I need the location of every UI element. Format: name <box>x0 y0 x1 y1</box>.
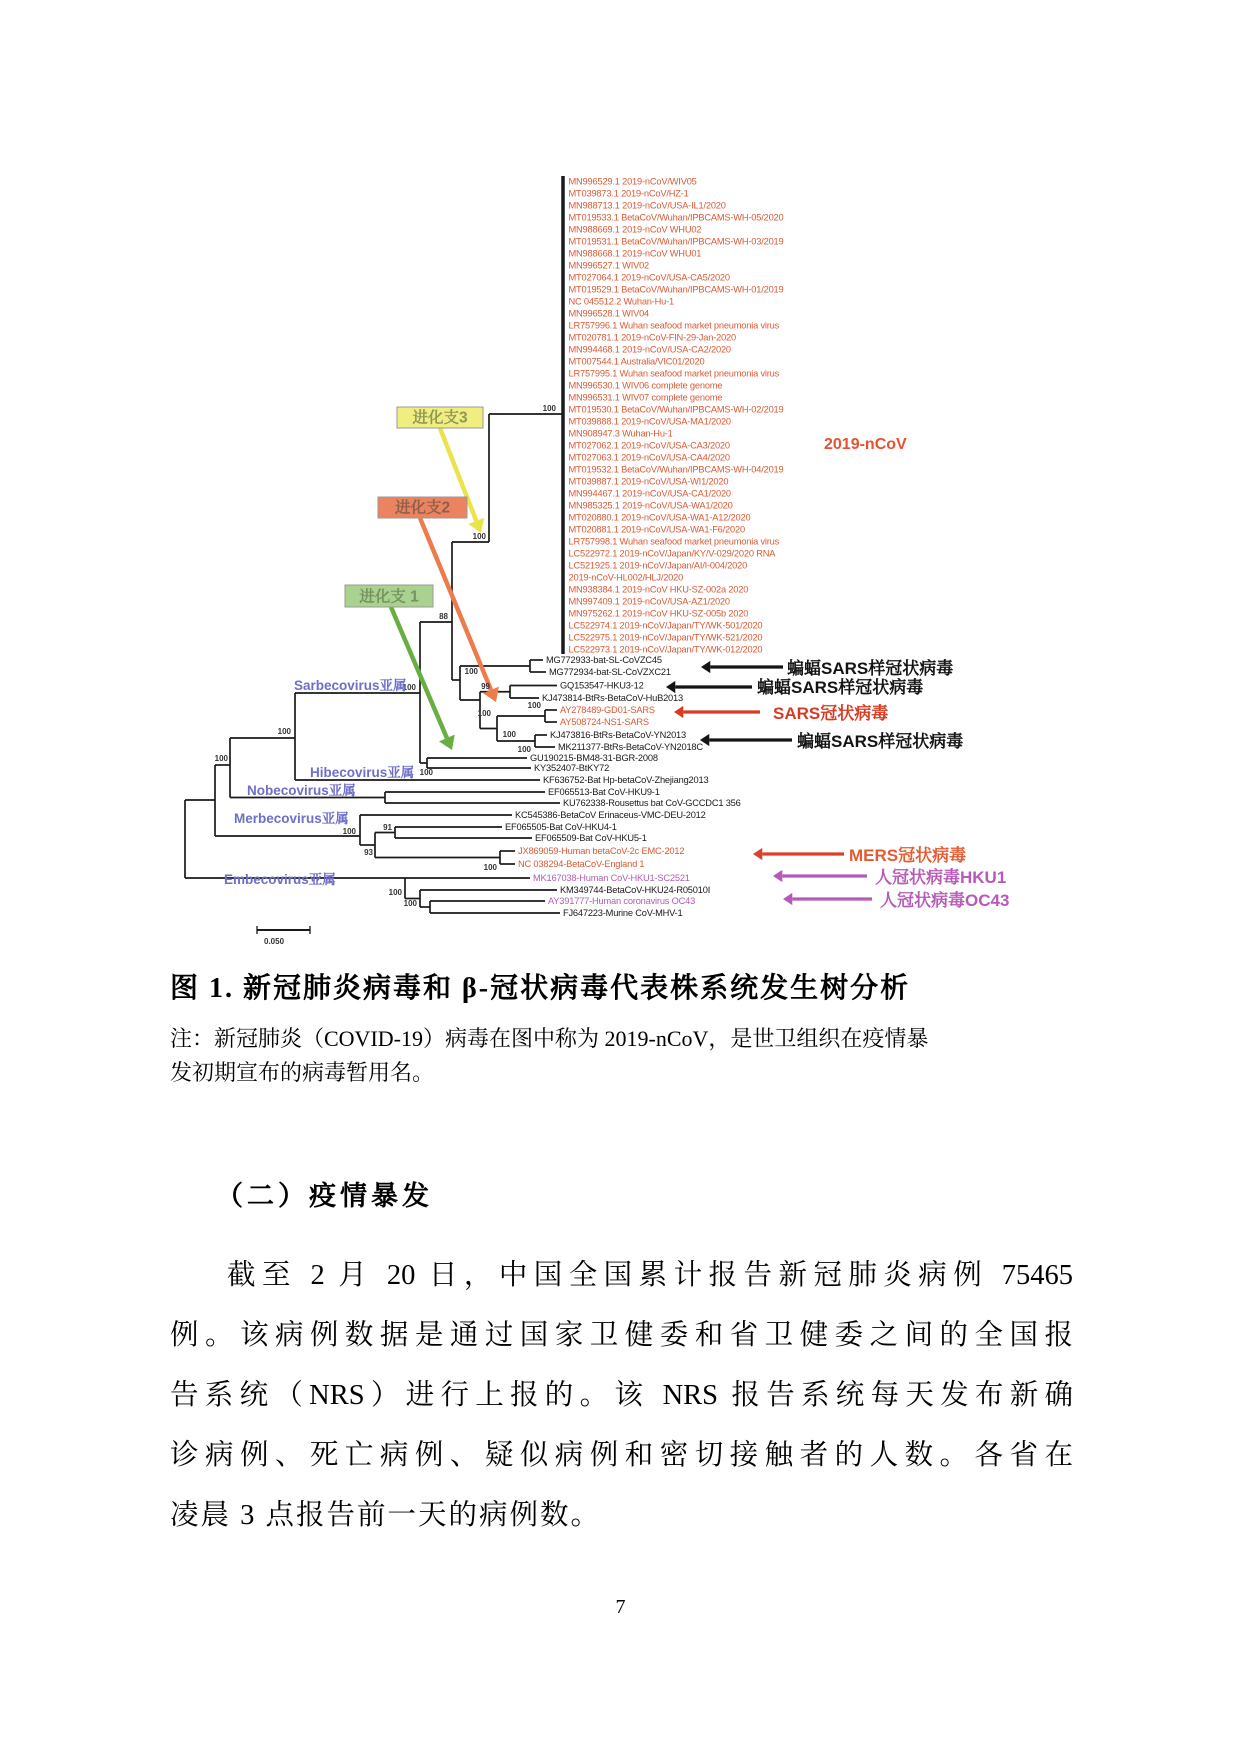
taxon-label: LC522972.1 2019-nCoV/Japan/KY/V-029/2020 RNA <box>568 548 776 559</box>
taxon-label: MT019530.1 BetaCoV/Wuhan/IPBCAMS-WH-02/2019 <box>568 404 784 415</box>
taxon-label: LC521925.1 2019-nCoV/Japan/AI/I-004/2020 <box>568 560 748 571</box>
taxon-label: MT020881.1 2019-nCoV/USA-WA1-F6/2020 <box>568 524 745 535</box>
bootstrap-value: 100 <box>419 768 433 777</box>
taxon-label: NC 045512.2 Wuhan-Hu-1 <box>568 296 675 307</box>
taxon-label: JX869059-Human betaCoV-2c EMC-2012 <box>518 846 685 856</box>
page-number: 7 <box>615 1596 626 1618</box>
bootstrap-value: 100 <box>403 899 417 908</box>
taxon-label: MN996531.1 WIV07 complete genome <box>568 392 723 403</box>
bootstrap-value: 100 <box>517 745 531 754</box>
bat-sars-like-cov-label: 蝙蝠SARS样冠状病毒 <box>787 659 954 678</box>
bootstrap-value: 91 <box>383 823 392 832</box>
taxon-label: MN938384.1 2019-nCoV HKU-SZ-002a 2020 <box>568 584 749 595</box>
taxon-label: AY391777-Human coronavirus OC43 <box>548 896 696 906</box>
bootstrap-value: 100 <box>477 709 491 718</box>
figure-note-line: 发初期宣布的病毒暂用名。 <box>170 1059 435 1085</box>
human-cov-hku1-label: 人冠状病毒HKU1 <box>875 868 1007 887</box>
taxon-label: MN988668.1 2019-nCoV WHU01 <box>568 248 702 259</box>
subgenus-embecovirus-label: Embecovirus亚属 <box>224 872 336 887</box>
taxon-label: MN994468.1 2019-nCoV/USA-CA2/2020 <box>568 344 731 355</box>
bootstrap-value: 100 <box>527 701 541 710</box>
taxon-label: MT019531.1 BetaCoV/Wuhan/IPBCAMS-WH-03/2019 <box>568 236 784 247</box>
body-line: 截至 2 月 20 日，中国全国累计报告新冠肺炎病例 75465 <box>227 1260 1073 1291</box>
taxon-label: LC522973.1 2019-nCoV/Japan/TY/WK-012/2020 <box>568 644 763 655</box>
bootstrap-value: 100 <box>342 827 356 836</box>
annotation-arrow <box>391 607 447 738</box>
subgenus-hibecovirus-label: Hibecovirus亚属 <box>310 765 415 780</box>
taxon-label: MN996529.1 2019-nCoV/WIV05 <box>568 176 697 187</box>
taxon-label: LC522975.1 2019-nCoV/Japan/TY/WK-521/2020 <box>568 632 763 643</box>
taxon-label: MN996530.1 WIV06 complete genome <box>568 380 723 391</box>
taxon-label: MT020880.1 2019-nCoV/USA-WA1-A12/2020 <box>568 512 751 523</box>
bootstrap-value: 100 <box>502 730 516 739</box>
scale-bar-label: 0.050 <box>264 937 285 946</box>
bootstrap-value: 100 <box>214 754 228 763</box>
taxon-label: MN988669.1 2019-nCoV WHU02 <box>568 224 702 235</box>
body-line: 凌晨 3 点报告前一天的病例数。 <box>170 1500 602 1531</box>
bootstrap-value: 93 <box>364 848 373 857</box>
taxon-label: MN908947.3 Wuhan-Hu-1 <box>568 428 673 439</box>
taxon-label: MT020781.1 2019-nCoV-FIN-29-Jan-2020 <box>568 332 736 343</box>
taxon-label: EF065513-Bat CoV-HKU9-1 <box>548 787 660 797</box>
taxon-label: MN975262.1 2019-nCoV HKU-SZ-005b 2020 <box>568 608 749 619</box>
taxon-label: MN996527.1 WIV02 <box>568 260 650 271</box>
taxon-label: NC 038294-BetaCoV-England 1 <box>518 859 645 869</box>
taxon-label: MG772934-bat-SL-CoVZXC21 <box>549 667 671 677</box>
arrowhead-icon <box>783 893 792 905</box>
taxon-label: GQ153547-HKU3-12 <box>560 680 644 691</box>
taxon-label: MT039873.1 2019-nCoV/HZ-1 <box>568 188 689 199</box>
phylogenetic-tree-figure <box>168 140 1078 955</box>
taxon-label: MN996528.1 WIV04 <box>568 308 650 319</box>
bootstrap-value: 88 <box>439 612 448 621</box>
body-line: 例。该病例数据是通过国家卫健委和省卫健委之间的全国报 <box>170 1320 1073 1351</box>
bat-sars-like-cov-label: 蝙蝠SARS样冠状病毒 <box>797 732 964 751</box>
taxon-label: EF065505-Bat CoV-HKU4-1 <box>505 822 617 832</box>
body-line: 诊病例、死亡病例、疑似病例和密切接触者的人数。各省在 <box>170 1440 1073 1471</box>
arrowhead-icon <box>753 848 762 860</box>
taxon-label: MT039888.1 2019-nCoV/USA-MA1/2020 <box>568 416 731 427</box>
subgenus-sarbecovirus-label: Sarbecovirus亚属 <box>294 678 407 693</box>
taxon-label: FJ647223-Murine CoV-MHV-1 <box>563 908 683 918</box>
bootstrap-value: 100 <box>464 667 478 676</box>
bootstrap-value: 99 <box>481 682 490 691</box>
taxon-label: LR757995.1 Wuhan seafood market pneumonia virus <box>568 368 780 379</box>
figure-note <box>170 1022 1078 1089</box>
bootstrap-value: 100 <box>483 863 497 872</box>
section-heading: （二）疫情暴发 <box>216 1181 433 1211</box>
taxon-label: KC545386-BetaCoV Erinaceus-VMC-DEU-2012 <box>515 810 706 820</box>
taxon-label: MT027063.1 2019-nCoV/USA-CA4/2020 <box>568 452 730 463</box>
human-cov-oc43-label: 人冠状病毒OC43 <box>880 891 1010 910</box>
mers-cov-label: MERS冠状病毒 <box>849 846 967 865</box>
clade-box-label: 进化支 1 <box>359 588 419 606</box>
body-paragraph <box>170 1246 1073 1546</box>
bat-sars-like-cov-label: 蝙蝠SARS样冠状病毒 <box>757 678 924 697</box>
taxon-label: KY352407-BtKY72 <box>534 763 610 773</box>
arrowhead-icon <box>666 681 675 693</box>
taxon-label: MT039887.1 2019-nCoV/USA-WI1/2020 <box>568 476 729 487</box>
taxon-label: MT027064.1 2019-nCoV/USA-CA5/2020 <box>568 272 730 283</box>
taxon-label: MT019529.1 BetaCoV/Wuhan/IPBCAMS-WH-01/2019 <box>568 284 784 295</box>
taxon-label: GU190215-BM48-31-BGR-2008 <box>530 753 658 763</box>
taxon-label: AY508724-NS1-SARS <box>560 717 649 727</box>
taxon-label: MT027062.1 2019-nCoV/USA-CA3/2020 <box>568 440 730 451</box>
taxon-label: AY278489-GD01-SARS <box>560 705 655 715</box>
bootstrap-value: 100 <box>542 404 556 413</box>
bootstrap-value: 100 <box>472 532 486 541</box>
taxon-label: MT019533.1 BetaCoV/Wuhan/IPBCAMS-WH-05/2020 <box>568 212 784 223</box>
bootstrap-value: 100 <box>402 683 416 692</box>
taxon-label: MN988713.1 2019-nCoV/USA-IL1/2020 <box>568 200 726 211</box>
bootstrap-value: 100 <box>388 888 402 897</box>
taxon-label: 2019-nCoV-HL002/HLJ/2020 <box>568 572 684 583</box>
taxon-label: MT019532.1 BetaCoV/Wuhan/IPBCAMS-WH-04/2019 <box>568 464 784 475</box>
taxon-label: MN994467.1 2019-nCoV/USA-CA1/2020 <box>568 488 731 499</box>
taxon-label: KF636752-Bat Hp-betaCoV-Zhejiang2013 <box>543 775 709 785</box>
subgenus-nobecovirus-label: Nobecovirus亚属 <box>247 783 356 798</box>
taxon-label: MG772933-bat-SL-CoVZC45 <box>546 655 662 665</box>
taxon-label: KJ473814-BtRs-BetaCoV-HuB2013 <box>542 693 683 703</box>
taxon-label: LR757998.1 Wuhan seafood market pneumonia virus <box>568 536 780 547</box>
arrowhead-icon <box>701 661 710 673</box>
figure-note-line: 注：新冠肺炎（COVID-19）病毒在图中称为 2019-nCoV，是世卫组织在疫情暴 <box>170 1026 929 1051</box>
taxon-label: LR757996.1 Wuhan seafood market pneumonia virus <box>568 320 780 331</box>
arrowhead-icon <box>674 706 683 718</box>
sars-cov-label: SARS冠状病毒 <box>773 704 889 723</box>
bootstrap-value: 100 <box>277 727 291 736</box>
subgenus-merbecovirus-label: Merbecovirus亚属 <box>234 811 349 826</box>
taxon-label: MK167038-Human CoV-HKU1-SC2521 <box>533 873 690 883</box>
taxon-label: EF065509-Bat CoV-HKU5-1 <box>535 833 647 843</box>
taxon-label: KJ473816-BtRs-BetaCoV-YN2013 <box>550 730 687 740</box>
taxon-label: MN997409.1 2019-nCoV/USA-AZ1/2020 <box>568 596 730 607</box>
taxon-label: KU762338-Rousettus bat CoV-GCCDC1 356 <box>563 798 741 808</box>
figure-caption: 图 1. 新冠肺炎病毒和 β-冠状病毒代表株系统发生树分析 <box>170 973 911 1004</box>
ncov-clade-label: 2019-nCoV <box>824 436 907 453</box>
clade-box-label: 进化支3 <box>412 409 468 427</box>
taxon-label: LC522974.1 2019-nCoV/Japan/TY/WK-501/2020 <box>568 620 763 631</box>
taxon-label: MK211377-BtRs-BetaCoV-YN2018C <box>558 742 703 752</box>
taxon-label: MT007544.1 Australia/VIC01/2020 <box>568 356 705 367</box>
arrowhead-icon <box>773 870 782 882</box>
clade-box-label: 进化支2 <box>394 499 451 517</box>
body-line: 告系统（NRS）进行上报的。该 NRS 报告系统每天发布新确 <box>170 1380 1073 1411</box>
taxon-label: KM349744-BetaCoV-HKU24-R05010I <box>560 885 711 895</box>
taxon-label: MN985325.1 2019-nCoV/USA-WA1/2020 <box>568 500 733 511</box>
